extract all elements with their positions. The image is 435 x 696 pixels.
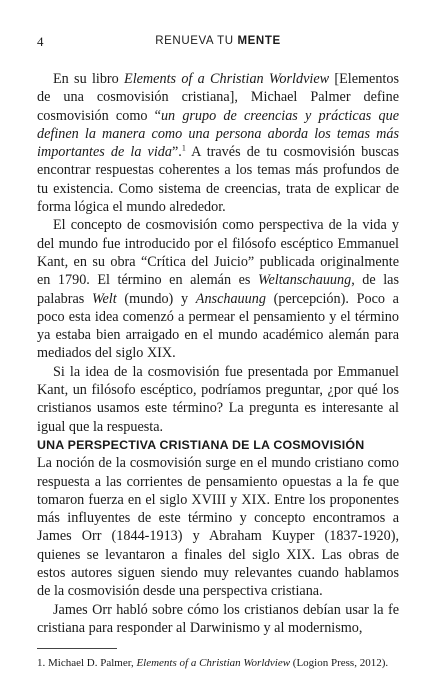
footnote-book-title: Elements of a Christian Worldview	[136, 657, 291, 669]
book-title-italic: Elements of a Christian Worldview	[124, 71, 330, 87]
section-heading: UNA PERSPECTIVA CRISTIANA DE LA COSMOVISIÓN	[37, 437, 365, 452]
paragraph-2-text-a: El concepto de cosmovisión como perspectiva de la vida y del mundo fue introducido por el filósofo escéptico Emmanuel Kant, en su obra “Crítica del Juicio” publicada originalmente en 1790. El término en alemán es	[37, 217, 399, 289]
paragraph-2-text-c: , de las palabras	[37, 272, 399, 307]
footnote-text-a: 1. Michael D. Palmer,	[37, 657, 137, 669]
page-number: 4	[37, 34, 44, 49]
definition-quote-italic: un grupo de creencias y prácticas que definen la manera como una persona aborda los temas más importantes de la vida	[37, 107, 399, 161]
running-head-text: RENUEVA TU	[155, 35, 238, 47]
paragraph-1-text-e: ”.	[171, 144, 182, 161]
paragraph-2-text-g: (percepción). Poco a poco esta idea comenzó a permear el pensamiento y el término ya estaba bien arraigado en el mundo académico alemán para mediados del siglo XIX.	[37, 290, 399, 362]
paragraph-1-text-f: A través de tu cosmovisión buscas encontrar respuestas coherentes a los temas más profundos de tu existencia. Como sistema de creencias, trata de explicar de forma lógica el mundo alrededor.	[37, 144, 399, 216]
paragraph-2	[37, 216, 399, 362]
term-anschauung: Anschauung	[195, 290, 266, 307]
footnote	[37, 656, 405, 670]
paragraph-1	[37, 70, 399, 216]
term-welt: Welt	[91, 290, 117, 307]
paragraph-5: James Orr habló sobre cómo los cristianos debían usar la fe cristiana para responder al Darwinismo y al modernismo,	[37, 601, 399, 636]
term-weltanschauung: Weltanschauung	[257, 272, 352, 289]
paragraph-2-text-e: (mundo) y	[116, 290, 196, 307]
footnote-text-c: (Logion Press, 2012).	[290, 657, 389, 669]
paragraph-1-text-a: En su libro	[53, 71, 125, 87]
running-head	[37, 35, 399, 47]
body-text	[37, 70, 399, 637]
running-head-bold: MENTE	[237, 35, 281, 47]
paragraph-4: La noción de la cosmovisión surge en el mundo cristiano como respuesta a las corrientes de pensamiento opuestas a la fe que tomaron fuerza en el siglo XVIII y XIX. Entre los proponentes más influyentes de este término y concepto encontramos a James Orr (1844-1913) y Abraham Kuyper (1837-1920), quienes se levantaron a finales del siglo XIX. Las obras de estos autores siguen siendo muy relevantes cuando hablamos de la cosmovisión desde una perspectiva cristiana.	[37, 455, 399, 600]
paragraph-3: Si la idea de la cosmovisión fue presentada por Emmanuel Kant, un filósofo escéptico, podríamos preguntar, ¿por qué los cristianos usamos este término? La pregunta es interesante al igual que la respuesta.	[37, 363, 399, 435]
footnote-ref[interactable]: 1	[181, 143, 186, 153]
paragraph-1-text-c: [Elementos de una cosmovisión cristiana], Michael Palmer define cosmovisión como “	[37, 71, 399, 124]
footnote-divider	[37, 648, 117, 649]
page-header	[37, 34, 399, 52]
